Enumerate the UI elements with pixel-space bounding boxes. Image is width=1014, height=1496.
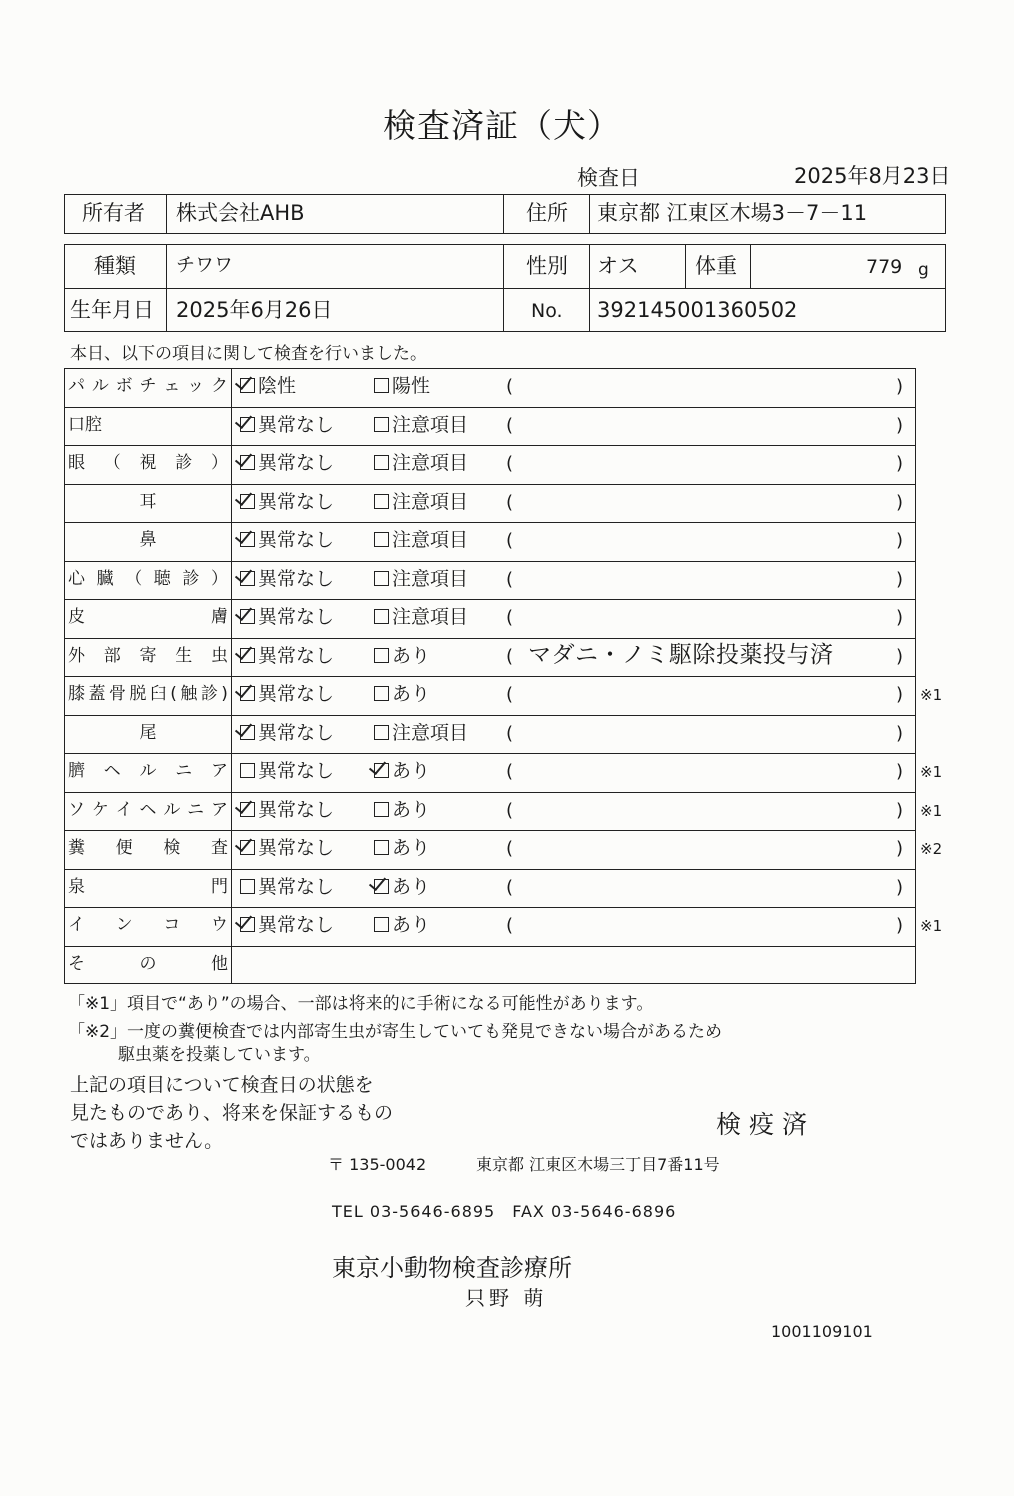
open-paren: (: [506, 722, 514, 744]
option-normal-label: 異常なし: [258, 529, 335, 551]
row-footnote-mark: ※1: [920, 801, 943, 820]
option-normal[interactable]: [240, 490, 335, 513]
disclaimer-line: 上記の項目について検査日の状態を: [70, 1074, 374, 1096]
row-label: イ ン コ ウ: [68, 915, 228, 935]
checkbox-icon[interactable]: [240, 648, 255, 663]
option-normal-label: 異常なし: [258, 760, 335, 782]
address-value: 東京都 江東区木場3－7－11: [597, 201, 868, 225]
option-abnormal-label: 注意項目: [392, 490, 469, 513]
sex-label: 性別: [526, 254, 568, 278]
option-abnormal-label: 注意項目: [392, 529, 469, 551]
checkbox-icon[interactable]: [374, 686, 389, 701]
option-normal[interactable]: [240, 567, 335, 590]
tel-fax: TEL 03-5646-6895 FAX 03-5646-6896: [332, 1202, 677, 1221]
option-normal-label: 異常なし: [258, 914, 335, 936]
checkbox-icon[interactable]: [374, 802, 389, 817]
checkbox-icon[interactable]: [240, 609, 255, 624]
close-paren: ): [896, 453, 904, 474]
weight-unit: g: [918, 260, 929, 280]
breed-label: 種類: [94, 254, 136, 278]
option-abnormal[interactable]: [374, 916, 430, 935]
option-abnormal-label: あり: [392, 683, 431, 705]
checkbox-icon[interactable]: [374, 609, 389, 624]
checkbox-icon[interactable]: [240, 455, 255, 470]
address-label: 住所: [526, 201, 568, 225]
option-normal-label: 異常なし: [258, 721, 335, 744]
inspector-name: 只野 萌: [465, 1286, 548, 1310]
close-paren: ): [896, 722, 904, 744]
close-paren: ): [896, 645, 904, 667]
checkbox-icon[interactable]: [374, 532, 389, 547]
option-abnormal[interactable]: [374, 839, 430, 858]
option-abnormal[interactable]: [374, 875, 431, 898]
row-label: 眼 （ 視 診 ）: [68, 453, 228, 473]
row-label: 尾: [139, 722, 157, 743]
clinic-address: 東京都 江東区木場三丁目7番11号: [476, 1155, 720, 1174]
birthdate-label: 生年月日: [70, 298, 154, 322]
option-normal[interactable]: [240, 839, 334, 858]
option-normal[interactable]: [240, 377, 296, 396]
checkbox-icon[interactable]: [240, 763, 255, 778]
row-note: マダニ・ノミ駆除投薬投与済: [528, 641, 834, 668]
close-paren: ): [896, 414, 904, 436]
open-paren: (: [506, 799, 514, 821]
checkbox-icon[interactable]: [374, 417, 389, 432]
option-normal-label: 異常なし: [258, 875, 335, 898]
open-paren: (: [506, 876, 514, 898]
option-normal[interactable]: [240, 454, 334, 473]
option-normal-label: 異常なし: [258, 798, 335, 821]
row-label: 膝 蓋 骨 脱 臼 ( 触 診 ): [68, 684, 228, 704]
close-paren: ): [896, 915, 904, 936]
option-abnormal-label: 注意項目: [392, 567, 469, 590]
option-abnormal[interactable]: [374, 490, 469, 513]
row-label: 心 臓 （ 聴 診 ）: [68, 568, 228, 589]
close-paren: ): [896, 876, 904, 898]
row-label: 耳: [139, 491, 157, 512]
row-label: 鼻: [139, 530, 157, 550]
row-label: 皮 膚: [68, 607, 228, 627]
row-label: ソ ケ イ ヘ ル ニ ア: [68, 799, 228, 820]
open-paren: (: [506, 491, 514, 513]
option-normal[interactable]: [240, 875, 335, 898]
open-paren: (: [506, 607, 514, 628]
open-paren: (: [506, 376, 514, 397]
other-label: そ の 他: [68, 953, 228, 974]
option-abnormal-label: 注意項目: [392, 721, 469, 744]
option-normal[interactable]: [240, 413, 335, 436]
row-label: 臍 ヘ ル ニ ア: [68, 761, 228, 781]
postal-code: 〒 135-0042: [328, 1155, 427, 1174]
document-code: 1001109101: [771, 1322, 873, 1341]
number-value: 392145001360502: [597, 298, 798, 322]
open-paren: (: [506, 761, 514, 782]
row-label: 外 部 寄 生 虫: [68, 645, 228, 666]
checkbox-icon[interactable]: [374, 840, 389, 855]
checkbox-icon[interactable]: [374, 725, 389, 740]
sex-value: オス: [597, 254, 639, 278]
option-abnormal[interactable]: [374, 377, 430, 396]
owner-label: 所有者: [82, 201, 145, 225]
option-normal-label: 陰性: [258, 375, 297, 397]
option-abnormal-label: あり: [392, 760, 431, 782]
option-abnormal-label: あり: [392, 914, 431, 936]
checkbox-icon[interactable]: [374, 378, 389, 393]
open-paren: (: [506, 915, 514, 936]
number-label: No.: [531, 300, 563, 322]
checkbox-icon[interactable]: [240, 571, 255, 586]
close-paren: ): [896, 568, 904, 590]
close-paren: ): [896, 838, 904, 859]
disclaimer-line: ではありません。: [70, 1130, 224, 1152]
checkbox-icon[interactable]: [240, 840, 255, 855]
option-abnormal-label: 注意項目: [392, 452, 469, 474]
disclaimer: [70, 1071, 393, 1155]
row-label: パ ル ボ チ ェ ッ ク: [68, 376, 228, 396]
open-paren: (: [506, 684, 514, 705]
checkbox-icon[interactable]: [240, 494, 255, 509]
option-normal-label: 異常なし: [258, 606, 335, 628]
option-normal-label: 異常なし: [258, 490, 335, 513]
checkbox-icon[interactable]: [240, 417, 255, 432]
option-abnormal[interactable]: [374, 798, 431, 821]
row-footnote-mark: ※2: [920, 840, 943, 858]
option-abnormal[interactable]: [374, 567, 469, 590]
option-abnormal-label: 注意項目: [392, 413, 469, 436]
option-abnormal[interactable]: [374, 531, 468, 550]
option-normal[interactable]: [240, 608, 334, 627]
row-footnote-mark: ※1: [920, 686, 943, 704]
close-paren: ): [896, 530, 904, 551]
exam-date-value: 2025年8月23日: [794, 164, 951, 188]
close-paren: ): [896, 761, 904, 782]
clinic-name: 東京小動物検査診療所: [332, 1254, 572, 1282]
open-paren: (: [506, 645, 514, 667]
checkbox-icon[interactable]: [374, 571, 389, 586]
weight-label: 体重: [695, 254, 737, 278]
breed-value: チワワ: [176, 254, 234, 276]
option-normal-label: 異常なし: [258, 452, 335, 474]
option-abnormal[interactable]: [374, 608, 468, 627]
quarantine-stamp: 検疫済: [716, 1110, 816, 1139]
row-label: 糞 便 検 査: [68, 838, 228, 858]
option-normal-label: 異常なし: [258, 413, 335, 436]
option-abnormal-label: あり: [392, 875, 431, 898]
intro-text: 本日、以下の項目に関して検査を行いました。: [70, 344, 427, 364]
document-title: 検査済証（犬）: [383, 106, 621, 145]
checkbox-icon[interactable]: [374, 648, 389, 663]
open-paren: (: [506, 838, 514, 859]
option-abnormal-label: あり: [392, 644, 431, 667]
footnote-2-line-2: 駆虫薬を投薬しています。: [118, 1045, 321, 1065]
weight-value: 779: [866, 256, 903, 278]
option-abnormal-label: 注意項目: [392, 606, 469, 628]
option-abnormal[interactable]: [374, 762, 430, 781]
option-abnormal[interactable]: [374, 644, 431, 667]
row-footnote-mark: ※1: [920, 763, 943, 781]
open-paren: (: [506, 414, 514, 436]
checkbox-icon[interactable]: [374, 879, 389, 894]
row-label: 口腔: [68, 414, 102, 435]
option-abnormal[interactable]: [374, 685, 430, 704]
birthdate-value: 2025年6月26日: [176, 298, 333, 322]
footnote-1: 「※1」項目で“あり”の場合、一部は将来的に手術になる可能性があります。: [68, 994, 654, 1014]
option-normal-label: 異常なし: [258, 567, 335, 590]
option-normal[interactable]: [240, 916, 334, 935]
checkbox-icon[interactable]: [240, 879, 255, 894]
open-paren: (: [506, 568, 514, 590]
row-footnote-mark: ※1: [920, 917, 943, 935]
checkbox-icon[interactable]: [240, 917, 255, 932]
checkbox-icon[interactable]: [240, 532, 255, 547]
close-paren: ): [896, 799, 904, 821]
checkbox-icon[interactable]: [374, 917, 389, 932]
footnote-2-line-1: 「※2」一度の糞便検査では内部寄生虫が寄生していても発見できない場合があるため: [68, 1022, 723, 1042]
open-paren: (: [506, 453, 514, 474]
option-abnormal[interactable]: [374, 454, 468, 473]
owner-value: 株式会社AHB: [176, 201, 305, 225]
close-paren: ): [896, 684, 904, 705]
checkbox-icon[interactable]: [240, 378, 255, 393]
option-abnormal-label: あり: [392, 798, 431, 821]
row-label: 泉 門: [68, 876, 228, 897]
close-paren: ): [896, 491, 904, 513]
disclaimer-line: 見たものであり、将来を保証するもの: [70, 1102, 394, 1124]
option-normal-label: 異常なし: [258, 644, 335, 667]
option-abnormal[interactable]: [374, 413, 469, 436]
option-normal[interactable]: [240, 721, 335, 744]
checkbox-icon[interactable]: [240, 686, 255, 701]
option-normal[interactable]: [240, 531, 334, 550]
option-abnormal[interactable]: [374, 721, 469, 744]
checkbox-icon[interactable]: [374, 763, 389, 778]
checkbox-icon[interactable]: [240, 725, 255, 740]
checkbox-icon[interactable]: [374, 455, 389, 470]
checkbox-icon[interactable]: [374, 494, 389, 509]
option-normal-label: 異常なし: [258, 837, 335, 859]
checkbox-icon[interactable]: [240, 802, 255, 817]
open-paren: (: [506, 530, 514, 551]
option-abnormal-label: あり: [392, 837, 431, 859]
option-normal[interactable]: [240, 762, 334, 781]
option-normal[interactable]: [240, 798, 335, 821]
exam-date-label: 検査日: [577, 166, 640, 190]
close-paren: ): [896, 607, 904, 628]
close-paren: ): [896, 376, 904, 397]
option-abnormal-label: 陽性: [392, 375, 431, 397]
option-normal[interactable]: [240, 685, 334, 704]
option-normal-label: 異常なし: [258, 683, 335, 705]
option-normal[interactable]: [240, 644, 335, 667]
